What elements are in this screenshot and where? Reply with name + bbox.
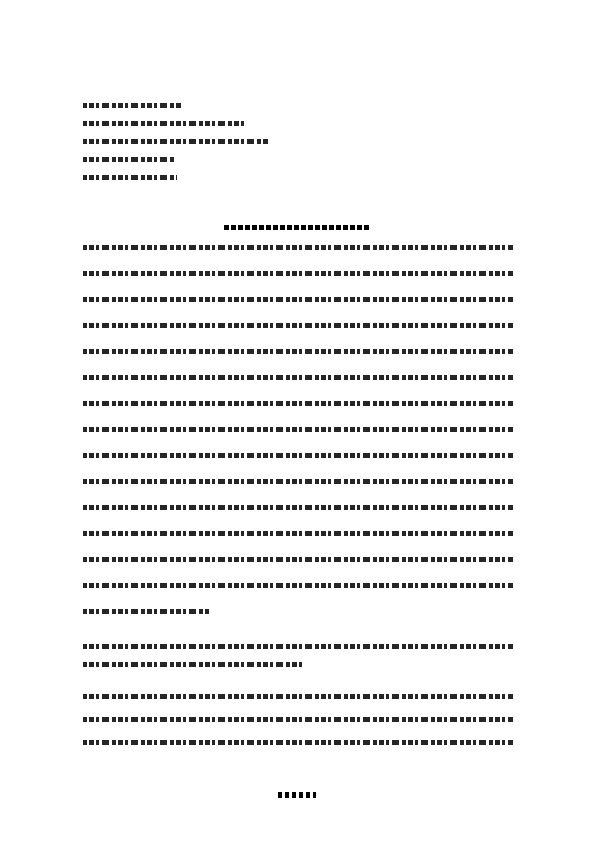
text-line bbox=[83, 531, 513, 536]
text-line bbox=[83, 323, 513, 328]
text-line bbox=[83, 427, 513, 432]
text-line bbox=[83, 297, 513, 302]
header-line bbox=[83, 103, 183, 108]
text-line bbox=[83, 375, 513, 380]
text-line bbox=[83, 609, 209, 614]
text-line bbox=[83, 271, 513, 276]
text-line bbox=[83, 505, 513, 510]
header-line bbox=[83, 121, 245, 126]
text-line bbox=[83, 401, 513, 406]
header-line bbox=[83, 175, 177, 180]
text-line bbox=[83, 644, 513, 649]
header-line bbox=[83, 157, 174, 162]
text-line bbox=[83, 694, 513, 699]
text-line bbox=[83, 557, 513, 562]
header-line bbox=[83, 139, 269, 144]
page-number bbox=[278, 792, 316, 798]
text-line bbox=[83, 717, 513, 722]
text-line bbox=[83, 740, 513, 745]
text-line bbox=[83, 245, 513, 250]
text-line bbox=[83, 479, 513, 484]
text-line bbox=[83, 453, 513, 458]
text-line bbox=[83, 349, 513, 354]
text-line bbox=[83, 583, 513, 588]
document-title bbox=[224, 225, 370, 230]
text-line bbox=[83, 662, 303, 667]
